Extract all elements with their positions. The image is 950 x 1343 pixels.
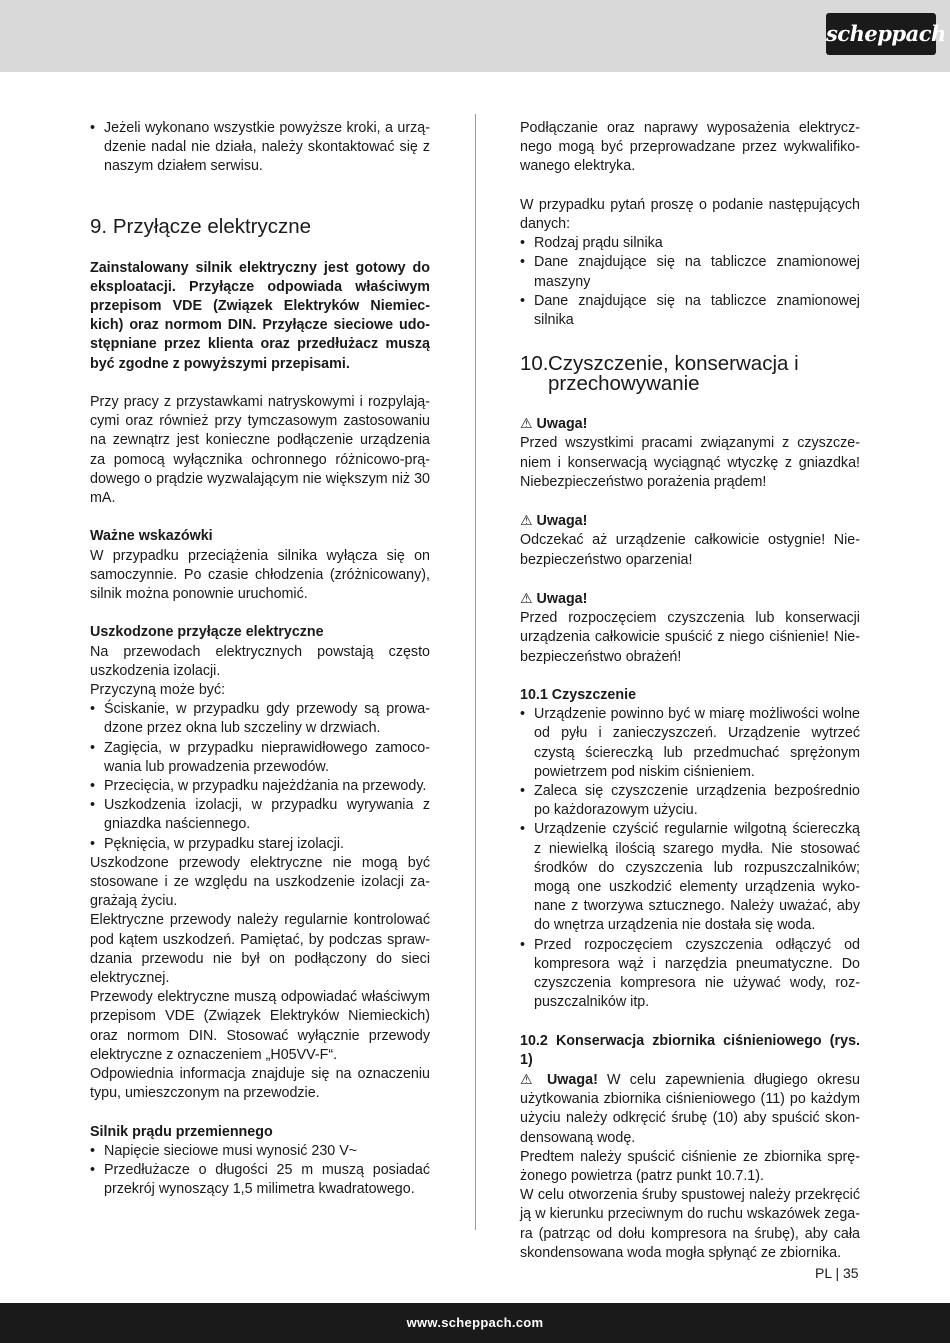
damaged-causes-list xyxy=(90,700,430,854)
tank-warning-paragraph xyxy=(520,1070,860,1148)
warning-heading xyxy=(520,414,860,434)
column-divider xyxy=(475,114,476,1230)
warning-triangle-icon: ⚠ xyxy=(520,415,533,432)
website-url: www.scheppach.com xyxy=(406,1315,544,1330)
warning-triangle-icon: ⚠ xyxy=(520,590,533,607)
warning-heading xyxy=(520,589,860,609)
questions-list xyxy=(520,234,860,330)
tank-maintenance-heading: 10.2 Konserwacja zbiornika ciśnieniowego (rys. 1) xyxy=(520,1032,860,1068)
right-column xyxy=(520,119,860,1263)
warning-inline xyxy=(520,1072,607,1088)
section-number: 9. xyxy=(90,214,108,238)
important-heading: Ważne wskazówki xyxy=(90,528,213,545)
damaged-causes-intro: Przyczyną może być: xyxy=(90,682,226,699)
damaged-paragraph: Odpowiednia informacja znajduje się na oznaczeniu typu, umieszczonym na przewodzie. xyxy=(90,1066,430,1102)
warning-text: Przed wszystkimi pracami związanymi z czyszczeniem i konserwacją wyciągnąć wtyczkę z gniazdka! Niebezpieczeństwo porażenia prądem! xyxy=(520,435,860,490)
damaged-intro: Na przewodach elektrycznych powstają często uszkodzenia izolacji. xyxy=(90,643,430,679)
list-item: • Urządzenie powinno być w miarę możliwości wolne od pyłu i zanieczyszczeń. Urządzenie wytrzeć czystą ściereczką lub przedmuchać sprężonym powietrzem pod niskim ciśnieniem. xyxy=(520,705,860,782)
section-title: Przyłącze elektryczne xyxy=(112,214,312,238)
list-item: • Zaleca się czyszczenie urządzenia bezpośrednio po każdorazowym użyciu. xyxy=(520,782,860,820)
tank-paragraph: Predtem należy spuścić ciśnienie ze zbiornika sprężonego powietrza (patrz punkt 10.7.1). xyxy=(520,1148,860,1185)
damaged-heading: Uszkodzone przyłącze elektryczne xyxy=(90,624,324,641)
page-number: PL | 35 xyxy=(815,1265,859,1281)
damaged-paragraph: Elektryczne przewody należy regularnie kontrolować pod kątem uszkodzeń. Pamiętać, by podczas sprawdzania przewodu nie był on podłączony do sieci elektrycznej. xyxy=(90,912,430,987)
connection-requirements: Zainstalowany silnik elektryczny jest gotowy do eksploatacji. Przyłącze odpowiada właściwym przepisom VDE (Związek Elektryków Niemieckich) oraz normom DIN. Przyłącze sieciowe udostępniane przez klienta oraz przedłużacz muszą być zgodne z powyższymi przepisami. xyxy=(90,259,430,372)
list-item: • Pęknięcia, w przypadku starej izolacji. xyxy=(90,835,430,854)
list-item: • Zagięcia, w przypadku nieprawidłowego zamocowania lub prowadzenia przewodów. xyxy=(90,739,430,777)
section-9-heading xyxy=(90,214,430,238)
list-item: • Uszkodzenia izolacji, w przypadku wyrywania z gniazdka naściennego. xyxy=(90,796,430,834)
header-band xyxy=(0,0,950,72)
damaged-paragraph: Uszkodzone przewody elektryczne nie mogą być stosowane i ze względu na uszkodzenie izolacji zagrażają życiu. xyxy=(90,854,430,910)
left-column xyxy=(90,119,430,1200)
list-item: • Przecięcia, w przypadku najeżdżania na przewody. xyxy=(90,777,430,796)
tank-paragraph: W celu otworzenia śruby spustowej należy przekręcić ją w kierunku przeciwnym do ruchu wskazówek zegara (patrząc od dołu kompresora na śrubę), aby cała skondensowana woda mogła spłynąć ze zbiornika. xyxy=(520,1187,860,1261)
warning-label: Uwaga! xyxy=(536,591,588,608)
warning-text: Przed rozpoczęciem czyszczenia lub konserwacji urządzenia całkowicie spuścić z niego ciśnienie! Niebezpieczeństwo obrażeń! xyxy=(520,610,860,665)
spray-paragraph: Przy pracy z przystawkami natryskowymi i rozpylającymi oraz również przy tymczasowym zastosowaniu na zewnątrz jest konieczne podłączenie urządzenia za pomocą wyłącznika ochronnego różnicowo-prądowego o prądzie wyzwalającym nie większym niż 30 mA. xyxy=(90,394,430,507)
warning-triangle-icon: ⚠ xyxy=(520,1071,538,1088)
list-item: • Rodzaj prądu silnika xyxy=(520,234,860,253)
intro-list xyxy=(90,119,430,177)
ac-motor-heading: Silnik prądu przemiennego xyxy=(90,1123,273,1140)
damaged-paragraph: Przewody elektryczne muszą odpowiadać właściwym przepisom VDE (Związek Elektryków Niemieckich) oraz normom DIN. Stosować wyłącznie przewody elektryczne z oznaczeniem „H05VV-F“. xyxy=(90,989,430,1063)
section-10-heading xyxy=(520,354,860,394)
cleaning-heading: 10.1 Czyszczenie xyxy=(520,687,637,704)
cleaning-list xyxy=(520,705,860,1012)
ac-motor-list xyxy=(90,1142,430,1200)
list-item: • Przedłużacze o długości 25 m muszą posiadać przekrój wynoszący 1,5 milimetra kwadratowego. xyxy=(90,1161,430,1199)
warning-label: Uwaga! xyxy=(546,1072,598,1089)
list-item: • Jeżeli wykonano wszystkie powyższe kroki, a urządzenie nadal nie działa, należy skontaktować się z naszym działem serwisu. xyxy=(90,119,430,177)
footer-band xyxy=(0,1303,950,1343)
warning-text: Odczekać aż urządzenie całkowicie ostygnie! Niebezpieczeństwo oparzenia! xyxy=(520,532,860,568)
section-number: 10. xyxy=(520,352,549,376)
warning-label: Uwaga! xyxy=(536,513,588,530)
section-title: Czyszczenie, konserwacja i przechowywanie xyxy=(548,352,799,396)
warning-label: Uwaga! xyxy=(536,416,588,433)
list-item: • Dane znajdujące się na tabliczce znamionowej maszyny xyxy=(520,253,860,291)
tank-warning-text: W celu zapewnienia długiego okresu użytkowania zbiornika ciśnieniowego (11) po każdym użyciu należy odkręcić śrubę (10) aby spuścić skondensowaną wodę. xyxy=(520,1072,860,1146)
list-item: • Ściskanie, w przypadku gdy przewody są prowadzone przez okna lub szczeliny w drzwiach. xyxy=(90,700,430,738)
repair-paragraph: Podłączanie oraz naprawy wyposażenia elektrycznego mogą być przeprowadzane przez wykwalifikowanego elektryka. xyxy=(520,120,860,175)
important-text: W przypadku przeciążenia silnika wyłącza się on samoczynnie. Po czasie chłodzenia (zróżnicowany), silnik można ponownie uruchomić. xyxy=(90,547,430,603)
list-item: • Przed rozpoczęciem czyszczenia odłączyć od kompresora wąż i narzędzia pneumatyczne. Do czyszczenia kompresora nie używać wody, rozpuszczalników itp. xyxy=(520,936,860,1013)
warning-triangle-icon: ⚠ xyxy=(520,512,533,529)
questions-intro: W przypadku pytań proszę o podanie następujących danych: xyxy=(520,196,860,232)
list-item: • Napięcie sieciowe musi wynosić 230 V~ xyxy=(90,1142,430,1161)
list-item: • Urządzenie czyścić regularnie wilgotną ściereczką z niewielką ilością szarego mydła. Nie stosować środków do czyszczenia lub rozpuszczalników; mogą one uszkodzić elementy urządzenia wykonane z tworzywa sztucznego. Należy uważać, aby do wnętrza urządzenia nie dostała się woda. xyxy=(520,820,860,935)
warning-heading xyxy=(520,511,860,531)
list-item: • Dane znajdujące się na tabliczce znamionowej silnika xyxy=(520,292,860,330)
scheppach-logo: scheppach xyxy=(826,13,936,55)
